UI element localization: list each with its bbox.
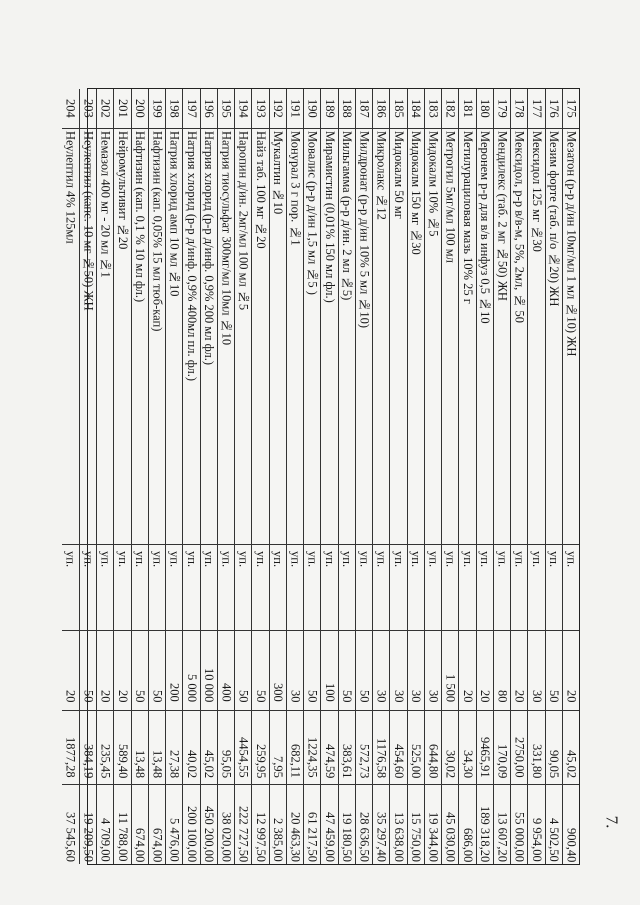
price-cell: 45,02 — [563, 711, 579, 785]
row-number: 198 — [166, 89, 182, 129]
unit-cell: уп. — [166, 545, 182, 631]
total-cell: 20 463,30 — [288, 812, 303, 862]
total-cell: 686,00 — [460, 827, 475, 862]
item-name: Мукалтин №10 — [270, 129, 286, 545]
row-number: 187 — [356, 89, 372, 129]
total-cell: 61 217,50 — [305, 812, 320, 862]
price-cell: 13,48 — [132, 711, 148, 785]
row-number: 190 — [304, 89, 320, 129]
price-cell: 30,02 — [442, 711, 458, 785]
unit-cell: уп. — [132, 545, 148, 631]
quantity-cell: 20 — [62, 631, 79, 711]
price-cell: 474,59 — [321, 711, 337, 785]
item-name: Мидокалм 50 мг — [390, 129, 406, 545]
total-cell: 200 100,00 — [184, 805, 199, 862]
price-cell: 40,02 — [183, 711, 199, 785]
item-name: Метрогил 5мг/мл 100 мл — [442, 129, 458, 545]
total-cell: 12 997,50 — [253, 812, 268, 862]
total-cell: 4 709,00 — [98, 818, 113, 862]
quantity-cell: 5 000 — [183, 631, 199, 711]
price-cell: 525,00 — [408, 711, 424, 785]
total-cell: 4 502,50 — [547, 818, 562, 862]
total-cell: 55 000,00 — [512, 812, 527, 862]
price-cell: 384,19 — [80, 711, 96, 785]
quantity-cell: 50 — [235, 631, 251, 711]
total-cell: 19 180,50 — [340, 812, 355, 862]
table-row — [269, 89, 286, 864]
item-name: Неулептил (капс. 10 мг №50) ЖН — [80, 129, 96, 545]
table-row — [131, 89, 148, 864]
item-name: Натрия хлорид (р-р д/инф. 0,9% 400мл пл. фл.) — [183, 129, 199, 545]
price-table — [63, 88, 580, 865]
row-number: 183 — [425, 89, 441, 129]
item-name: Мильгамма (р-р д/ин. 2 мл №5) — [339, 129, 355, 545]
total-cell: 37 545,60 — [63, 812, 78, 862]
quantity-cell: 50 — [132, 631, 148, 711]
total-cell: 5 476,00 — [167, 818, 182, 862]
item-name: Мезатон (р-р д/ин 10мг/мл 1 мл №10) ЖН — [563, 129, 579, 545]
total-cell: 35 297,40 — [374, 812, 389, 862]
total-cell: 47 459,00 — [322, 812, 337, 862]
row-number: 191 — [287, 89, 303, 129]
quantity-cell: 1 500 — [442, 631, 458, 711]
unit-cell: уп. — [425, 545, 441, 631]
total-cell: 674,00 — [150, 827, 165, 862]
table-row — [217, 89, 234, 864]
row-number: 200 — [132, 89, 148, 129]
item-name: Мексидол 125 мг №30 — [528, 129, 544, 545]
quantity-cell: 30 — [287, 631, 303, 711]
table-row — [458, 89, 475, 864]
item-name: Меронем р-р для в/в инфуз 0,5 №10 — [477, 129, 493, 545]
price-cell: 27,38 — [166, 711, 182, 785]
quantity-cell: 50 — [149, 631, 165, 711]
row-number: 184 — [408, 89, 424, 129]
unit-cell: уп. — [321, 545, 337, 631]
price-cell: 682,11 — [287, 711, 303, 785]
quantity-cell: 20 — [563, 631, 579, 711]
item-name: Натрия хлорид амп 10 мл №10 — [166, 129, 182, 545]
row-number: 179 — [494, 89, 510, 129]
table-row — [320, 89, 337, 864]
row-number: 175 — [563, 89, 579, 129]
item-name: Натрия тиосульфат 300мг/мл 10мл №10 — [218, 129, 234, 545]
price-cell: 383,61 — [339, 711, 355, 785]
total-cell: 2 385,00 — [271, 818, 286, 862]
item-name: Нейромультивит №20 — [114, 129, 130, 545]
unit-cell: уп. — [114, 545, 130, 631]
unit-cell: уп. — [459, 545, 475, 631]
table-row — [372, 89, 389, 864]
table-row — [424, 89, 441, 864]
row-number: 195 — [218, 89, 234, 129]
table-row — [338, 89, 355, 864]
quantity-cell: 50 — [546, 631, 562, 711]
quantity-cell: 50 — [80, 631, 96, 711]
unit-cell: уп. — [494, 545, 510, 631]
unit-cell: уп. — [235, 545, 251, 631]
unit-cell: уп. — [511, 545, 527, 631]
item-name: Неулептил 4% 125мл — [62, 129, 79, 545]
price-cell: 2750,00 — [511, 711, 527, 785]
item-name: Милдронат (р-р д/ин 10% 5 мл №10) — [356, 129, 372, 545]
quantity-cell: 400 — [218, 631, 234, 711]
row-number: 203 — [80, 89, 96, 129]
row-number: 204 — [62, 89, 79, 129]
price-cell: 170,09 — [494, 711, 510, 785]
quantity-cell: 50 — [252, 631, 268, 711]
unit-cell: уп. — [62, 545, 79, 631]
quantity-cell: 80 — [494, 631, 510, 711]
table-row — [251, 89, 268, 864]
item-name: Наропин д/ин. 2мг/мл 100 мл №5 — [235, 129, 251, 545]
table-row — [182, 89, 199, 864]
table-row — [441, 89, 458, 864]
row-number: 194 — [235, 89, 251, 129]
quantity-cell: 30 — [373, 631, 389, 711]
table-row — [234, 89, 251, 864]
row-number: 201 — [114, 89, 130, 129]
unit-cell: уп. — [477, 545, 493, 631]
price-cell: 589,40 — [114, 711, 130, 785]
total-cell: 189 318,20 — [478, 805, 493, 862]
unit-cell: уп. — [356, 545, 372, 631]
row-number: 196 — [201, 89, 217, 129]
price-cell: 34,30 — [459, 711, 475, 785]
unit-cell: уп. — [373, 545, 389, 631]
table-row — [113, 89, 130, 864]
unit-cell: уп. — [252, 545, 268, 631]
table-row — [476, 89, 493, 864]
item-name: Мовалис (р-р д/ин 1,5 мл №5 ) — [304, 129, 320, 545]
total-cell: 13 607,20 — [495, 812, 510, 862]
price-cell: 572,73 — [356, 711, 372, 785]
quantity-cell: 200 — [166, 631, 182, 711]
table-row — [165, 89, 182, 864]
unit-cell: уп. — [149, 545, 165, 631]
quantity-cell: 30 — [408, 631, 424, 711]
price-cell: 7,95 — [270, 711, 286, 785]
row-number: 192 — [270, 89, 286, 129]
price-cell: 1224,35 — [304, 711, 320, 785]
price-cell: 259,95 — [252, 711, 268, 785]
unit-cell: уп. — [287, 545, 303, 631]
row-number: 202 — [97, 89, 113, 129]
row-number: 182 — [442, 89, 458, 129]
item-name: Мексидол, р-р в/в-м, 5%, 2мл, № 50 — [511, 129, 527, 545]
unit-cell: уп. — [339, 545, 355, 631]
item-name: Натрия хлорид (р-р д/инф. 0,9% 200 мл фл.) — [201, 129, 217, 545]
quantity-cell: 20 — [114, 631, 130, 711]
item-name: Нафтизин (кап. 0,05% 15 мл тюб-кап) — [149, 129, 165, 545]
item-name: Немазол 400 мг - 20 мл №1 — [97, 129, 113, 545]
table-row — [493, 89, 510, 864]
item-name: Микролакс №12 — [373, 129, 389, 545]
row-number: 199 — [149, 89, 165, 129]
item-name: Мендилекс (таб. 2 мг №50) ЖН — [494, 129, 510, 545]
quantity-cell: 30 — [425, 631, 441, 711]
price-cell: 1176,58 — [373, 711, 389, 785]
row-number: 193 — [252, 89, 268, 129]
price-cell: 4454,55 — [235, 711, 251, 785]
table-row — [545, 89, 562, 864]
item-name: Нафтизин (кап. 0,1 % 10 мл фл.) — [132, 129, 148, 545]
unit-cell: уп. — [183, 545, 199, 631]
total-cell: 13 638,00 — [391, 812, 406, 862]
price-cell: 331,80 — [528, 711, 544, 785]
row-number: 181 — [459, 89, 475, 129]
row-number: 197 — [183, 89, 199, 129]
total-cell: 28 636,50 — [357, 812, 372, 862]
row-number: 176 — [546, 89, 562, 129]
table-row — [562, 89, 579, 864]
total-cell: 38 020,00 — [219, 812, 234, 862]
unit-cell: уп. — [528, 545, 544, 631]
table-row — [79, 89, 96, 864]
item-name: Мирамистин (0,01% 150 мл фл.) — [321, 129, 337, 545]
total-cell: 45 030,00 — [443, 812, 458, 862]
quantity-cell: 20 — [511, 631, 527, 711]
price-cell: 454,60 — [390, 711, 406, 785]
table-row — [303, 89, 320, 864]
quantity-cell: 20 — [477, 631, 493, 711]
price-cell: 95,05 — [218, 711, 234, 785]
price-cell: 644,80 — [425, 711, 441, 785]
row-number: 186 — [373, 89, 389, 129]
table-row — [62, 89, 79, 864]
unit-cell: уп. — [201, 545, 217, 631]
price-cell: 235,45 — [97, 711, 113, 785]
unit-cell: уп. — [390, 545, 406, 631]
table-row — [527, 89, 544, 864]
table-row — [407, 89, 424, 864]
unit-cell: уп. — [97, 545, 113, 631]
quantity-cell: 20 — [459, 631, 475, 711]
item-name: Мидокалм 150 мг №30 — [408, 129, 424, 545]
item-name: Мидокалм 10% №5 — [425, 129, 441, 545]
row-number: 188 — [339, 89, 355, 129]
total-cell: 11 788,00 — [115, 812, 130, 862]
unit-cell: уп. — [218, 545, 234, 631]
quantity-cell: 30 — [390, 631, 406, 711]
unit-cell: уп. — [304, 545, 320, 631]
row-number: 189 — [321, 89, 337, 129]
unit-cell: уп. — [80, 545, 96, 631]
table-row — [148, 89, 165, 864]
quantity-cell: 50 — [304, 631, 320, 711]
unit-cell: уп. — [408, 545, 424, 631]
total-cell: 15 750,00 — [409, 812, 424, 862]
row-number: 177 — [528, 89, 544, 129]
item-name: Мезим форте (таб. п/о №20) ЖН — [546, 129, 562, 545]
unit-cell: уп. — [442, 545, 458, 631]
total-cell: 19 344,00 — [426, 812, 441, 862]
quantity-cell: 30 — [528, 631, 544, 711]
item-name: Найз таб. 100 мг №20 — [252, 129, 268, 545]
price-cell: 45,02 — [201, 711, 217, 785]
quantity-cell: 50 — [356, 631, 372, 711]
total-cell: 450 200,00 — [202, 805, 217, 862]
table-row — [286, 89, 303, 864]
quantity-cell: 10 000 — [201, 631, 217, 711]
total-cell: 19 209,50 — [81, 812, 96, 862]
unit-cell: уп. — [270, 545, 286, 631]
table-row — [389, 89, 406, 864]
item-name: Монурал 3 г пор. №1 — [287, 129, 303, 545]
total-cell: 9 954,00 — [529, 818, 544, 862]
quantity-cell: 20 — [97, 631, 113, 711]
unit-cell: уп. — [563, 545, 579, 631]
table-row — [96, 89, 113, 864]
price-cell: 13,48 — [149, 711, 165, 785]
total-cell: 222 727,50 — [236, 805, 251, 862]
quantity-cell: 50 — [339, 631, 355, 711]
page-number: 7. — [602, 815, 622, 829]
row-number: 178 — [511, 89, 527, 129]
table-row — [510, 89, 527, 864]
row-number: 180 — [477, 89, 493, 129]
item-name: Метилурациловая мазь 10% 25 г — [459, 129, 475, 545]
table-row — [355, 89, 372, 864]
total-cell: 900,40 — [564, 827, 579, 862]
price-cell: 9465,91 — [477, 711, 493, 785]
unit-cell: уп. — [546, 545, 562, 631]
price-cell: 90,05 — [546, 711, 562, 785]
table-row — [200, 89, 217, 864]
row-number: 185 — [390, 89, 406, 129]
quantity-cell: 300 — [270, 631, 286, 711]
price-cell: 1877,28 — [62, 711, 79, 785]
quantity-cell: 100 — [321, 631, 337, 711]
total-cell: 674,00 — [133, 827, 148, 862]
